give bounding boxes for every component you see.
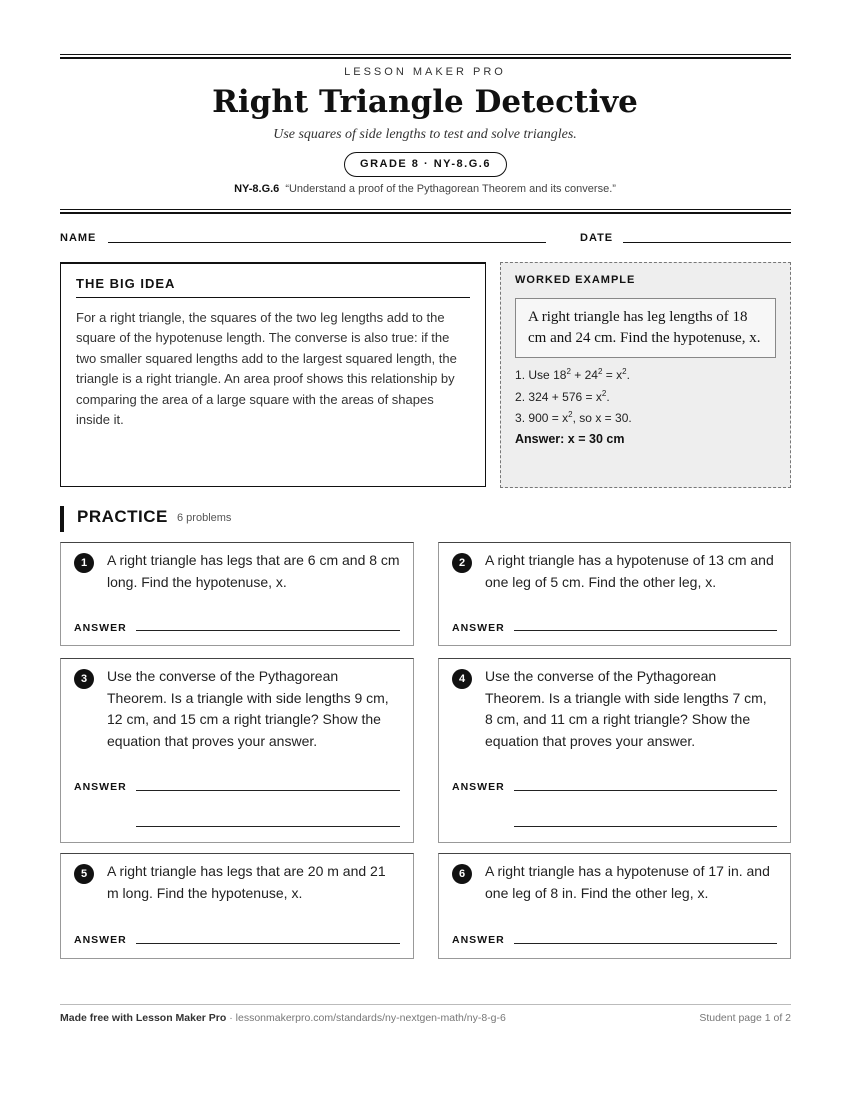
- problem-card: [60, 658, 414, 843]
- answer-label: ANSWER: [74, 622, 127, 634]
- problem-text: Use the converse of the Pythagorean Theorem. Is a triangle with side lengths 9 cm, 12 cm, and 15 cm a right triangle? Show the equation that proves your answer.: [107, 668, 389, 749]
- problem-number: 1: [74, 553, 94, 573]
- grade-badge: GRADE 8 · NY-8.G.6: [344, 152, 507, 177]
- problem-card: [438, 853, 791, 959]
- answer-line[interactable]: [136, 826, 400, 827]
- answer-label: ANSWER: [74, 781, 127, 793]
- worked-example-heading: WORKED EXAMPLE: [515, 274, 636, 286]
- worked-example-problem: A right triangle has leg lengths of 18 cm and 24 cm. Find the hypotenuse, x.: [515, 298, 776, 358]
- footer-separator: ·: [226, 1012, 236, 1024]
- standard-line: [0, 183, 850, 195]
- answer-line[interactable]: [136, 790, 400, 791]
- footer-page-number: Student page 1 of 2: [699, 1012, 791, 1024]
- big-idea-body: For a right triangle, the squares of the two leg lengths add to the square of the hypotenuse length. The converse is also true: if the two smaller squared lengths add to the largest squared length, the triangle is a right triangle. An area proof shows this relationship by comparing the area of a large square with the areas of shapes inside it.: [76, 310, 457, 428]
- big-idea-panel: [60, 262, 486, 487]
- answer-line[interactable]: [136, 630, 400, 631]
- brand-name: LESSON MAKER PRO: [344, 66, 506, 78]
- problem-number: 5: [74, 864, 94, 884]
- answer-line[interactable]: [514, 943, 777, 944]
- problem-card: [438, 658, 791, 843]
- name-label: NAME: [60, 232, 97, 244]
- problem-number: 3: [74, 669, 94, 689]
- problem-text: Use the converse of the Pythagorean Theorem. Is a triangle with side lengths 7 cm, 8 cm, and 11 cm a right triangle? Show the equation that proves your answer.: [485, 668, 767, 749]
- footer-credit: [60, 1012, 506, 1024]
- answer-line[interactable]: [514, 630, 777, 631]
- problem-number: 4: [452, 669, 472, 689]
- answer-line[interactable]: [136, 943, 400, 944]
- problem-card: [60, 853, 414, 959]
- page-title: Right Triangle Detective: [212, 84, 638, 120]
- answer-line[interactable]: [514, 826, 777, 827]
- footer-made-with: Made free with Lesson Maker Pro: [60, 1012, 227, 1024]
- worked-step: 1. Use $18^2 + 24^2 = x^2$.: [515, 367, 630, 382]
- footer-url[interactable]: lessonmakerpro.com/standards/ny-nextgen-math/ny-8-g-6: [235, 1012, 506, 1024]
- page-subtitle: Use squares of side lengths to test and solve triangles.: [273, 127, 577, 142]
- answer-label: ANSWER: [74, 934, 127, 946]
- date-field[interactable]: [623, 242, 791, 243]
- problem-card: [438, 542, 791, 646]
- problem-text: A right triangle has a hypotenuse of 13 cm and one leg of 5 cm. Find the other leg, x.: [485, 552, 774, 590]
- answer-label: ANSWER: [452, 934, 505, 946]
- footer-rule: [60, 1004, 791, 1005]
- answer-label: ANSWER: [452, 781, 505, 793]
- big-idea-heading: THE BIG IDEA: [76, 276, 470, 298]
- worked-example-steps: [515, 365, 776, 430]
- problem-number: 2: [452, 553, 472, 573]
- problem-card: [60, 542, 414, 646]
- problem-text: A right triangle has a hypotenuse of 17 in. and one leg of 8 in. Find the other leg, x.: [485, 863, 770, 901]
- practice-accent-bar: [60, 506, 64, 532]
- worked-step: 3. $900 = x^2$, so x = 30.: [515, 410, 632, 425]
- name-field[interactable]: [108, 242, 546, 243]
- problem-number: 6: [452, 864, 472, 884]
- worked-example-panel: [500, 262, 791, 488]
- problem-text: A right triangle has legs that are 20 m and 21 m long. Find the hypotenuse, x.: [107, 863, 386, 901]
- answer-label: ANSWER: [452, 622, 505, 634]
- date-label: DATE: [580, 232, 614, 244]
- standard-text: “Understand a proof of the Pythagorean Theorem and its converse.”: [285, 183, 616, 195]
- practice-count: 6 problems: [177, 512, 232, 524]
- practice-heading: PRACTICE: [77, 507, 168, 526]
- answer-line[interactable]: [514, 790, 777, 791]
- standard-code: NY-8.G.6: [234, 183, 280, 195]
- header-bottom-rule: [60, 209, 791, 214]
- problem-text: A right triangle has legs that are 6 cm and 8 cm long. Find the hypotenuse, x.: [107, 552, 400, 590]
- worked-step: 2. $324 + 576 = x^2$.: [515, 388, 610, 404]
- worked-example-answer: Answer: x = 30 cm: [515, 431, 625, 446]
- top-rule: [60, 54, 791, 59]
